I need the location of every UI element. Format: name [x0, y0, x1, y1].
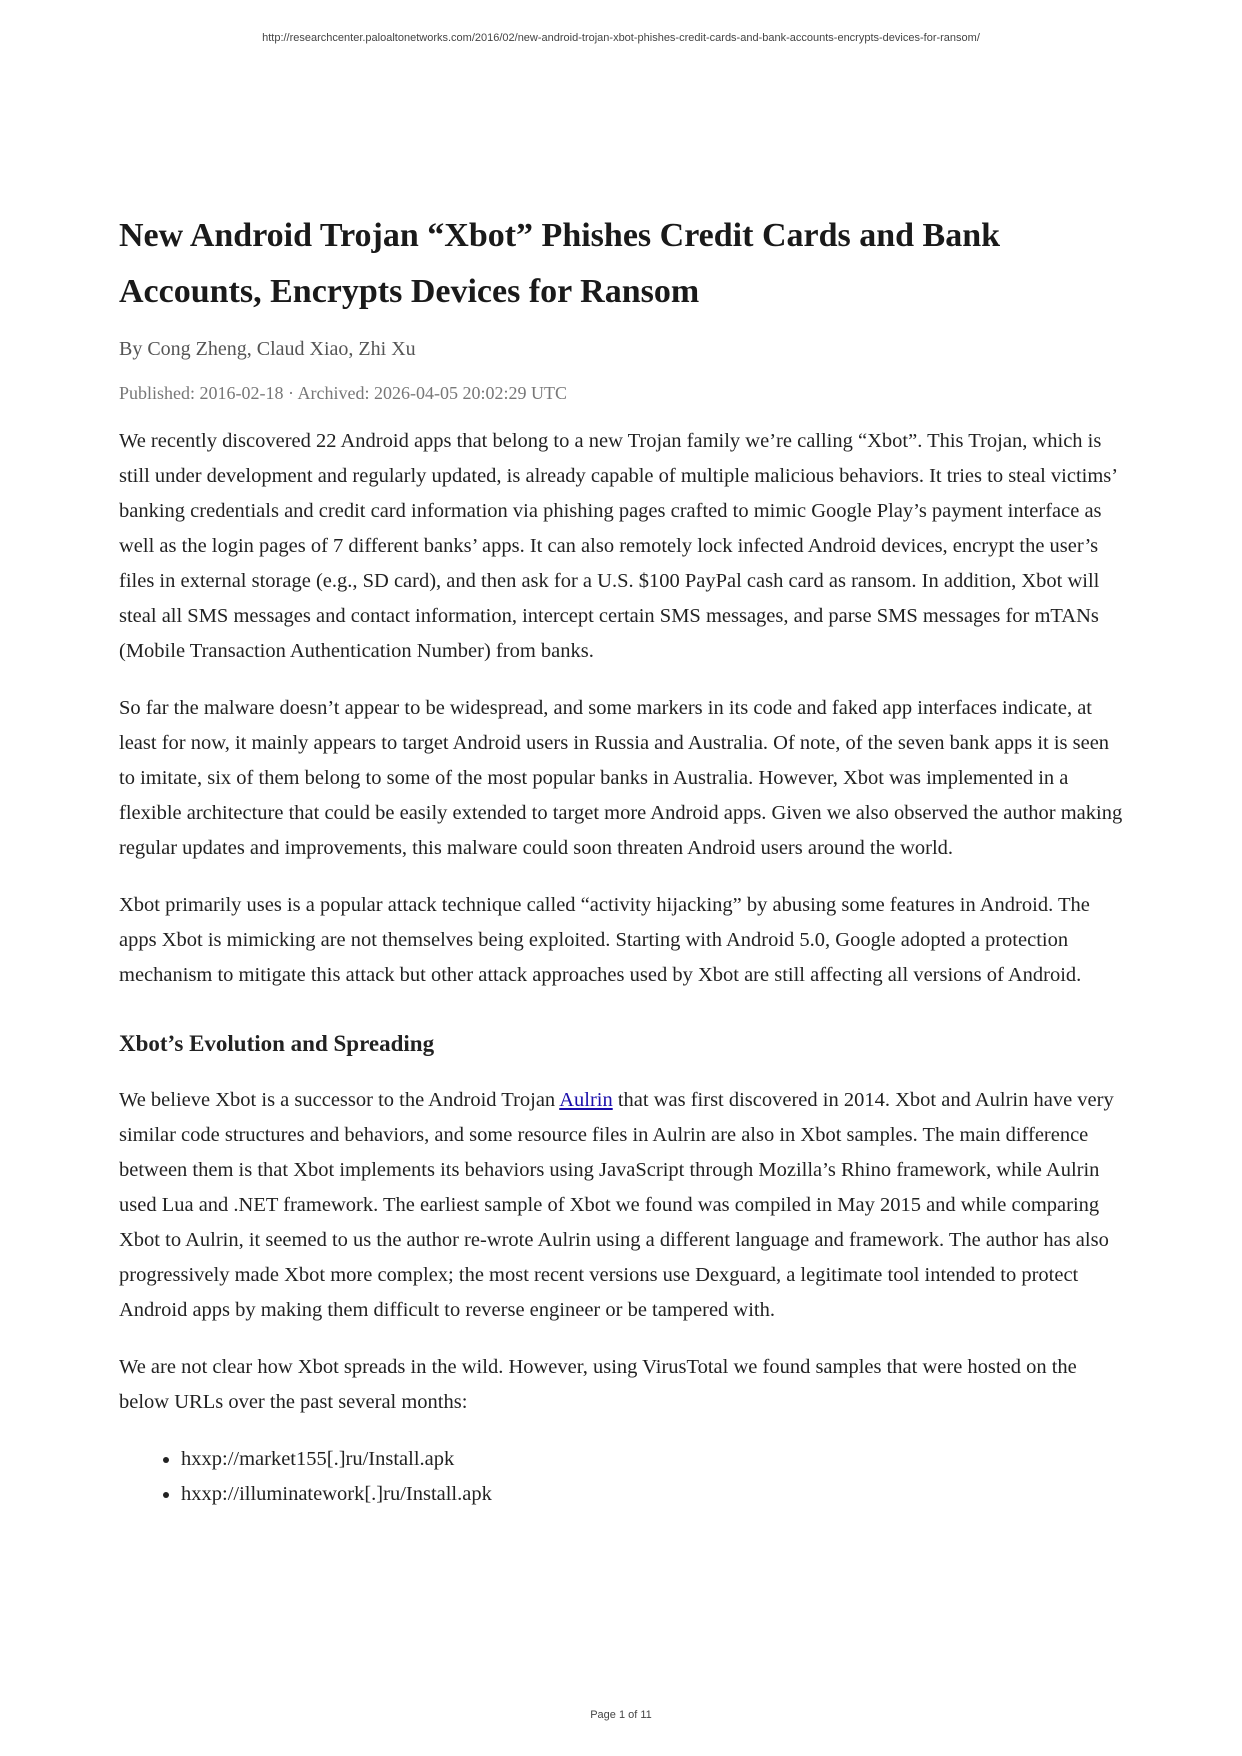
paragraph [119, 1083, 1129, 1328]
page-url-header: http://researchcenter.paloaltonetworks.com/2016/02/new-android-trojan-xbot-phishes-credit-cards-and-bank-accounts-encrypts-devices-for-ransom/ [262, 32, 980, 44]
list-item: • hxxp://illuminatework[.]ru/Install.apk [181, 1477, 1129, 1512]
text: We believe Xbot is a successor to the Android Trojan [119, 1089, 560, 1111]
text: that was first discovered in 2014. Xbot and Aulrin have very similar code structures and behaviors, and some resource files in Aulrin are also in Xbot samples. The main difference between them is that Xbot implements its behaviors using JavaScript through Mozilla’s Rhino framework, while Aulrin used Lua and .NET framework. The earliest sample of Xbot we found was compiled in May 2015 and while comparing Xbot to Aulrin, it seemed to us the author re-wrote Aulrin using a different language and framework. The author has also progressively made Xbot more complex; the most recent versions use Dexguard, a legitimate tool intended to protect Android apps by making them difficult to reverse engineer or be tampered with. [119, 1089, 1114, 1321]
paragraph: So far the malware doesn’t appear to be widespread, and some markers in its code and faked app interfaces indicate, at least for now, it mainly appears to target Android users in Russia and Australia. Of note, of the seven bank apps it is seen to imitate, six of them belong to some of the most popular banks in Australia. However, Xbot was implemented in a flexible architecture that could be easily extended to target more Android apps. Given we also observed the author making regular updates and improvements, this malware could soon threaten Android users around the world. [119, 697, 1123, 859]
aulrin-link[interactable]: Aulrin [559, 1089, 613, 1111]
article [119, 208, 1129, 1512]
paragraph: We are not clear how Xbot spreads in the wild. However, using VirusTotal we found samples that were hosted on the below URLs over the past several months: [119, 1356, 1077, 1413]
byline: By Cong Zheng, Claud Xiao, Zhi Xu [119, 338, 416, 360]
paragraph: Xbot primarily uses is a popular attack technique called “activity hijacking” by abusing some features in Android. The apps Xbot is mimicking are not themselves being exploited. Starting with Android 5.0, Google adopted a protection mechanism to mitigate this attack but other attack approaches used by Xbot are still affecting all versions of Android. [119, 894, 1090, 986]
list-item: • hxxp://market155[.]ru/Install.apk [181, 1442, 1129, 1477]
publish-meta: Published: 2016-02-18 · Archived: 2026-04-05 20:02:29 UTC [119, 383, 567, 403]
paragraph: We recently discovered 22 Android apps that belong to a new Trojan family we’re calling “Xbot”. This Trojan, which is still under development and regularly updated, is already capable of multiple malicious behaviors. It tries to steal victims’ banking credentials and credit card information via phishing pages crafted to mimic Google Play’s payment interface as well as the login pages of 7 different banks’ apps. It can also remotely lock infected Android devices, encrypt the user’s files in external storage (e.g., SD card), and then ask for a U.S. $100 PayPal cash card as ransom. In addition, Xbot will steal all SMS messages and contact information, intercept certain SMS messages, and parse SMS messages for mTANs (Mobile Transaction Authentication Number) from banks. [119, 430, 1117, 662]
article-title: New Android Trojan “Xbot” Phishes Credit Cards and Bank Accounts, Encrypts Devices for Ransom [119, 217, 1001, 310]
page-number: Page 1 of 11 [590, 1709, 652, 1721]
section-heading: Xbot’s Evolution and Spreading [119, 1031, 435, 1056]
url-list [119, 1442, 1129, 1512]
